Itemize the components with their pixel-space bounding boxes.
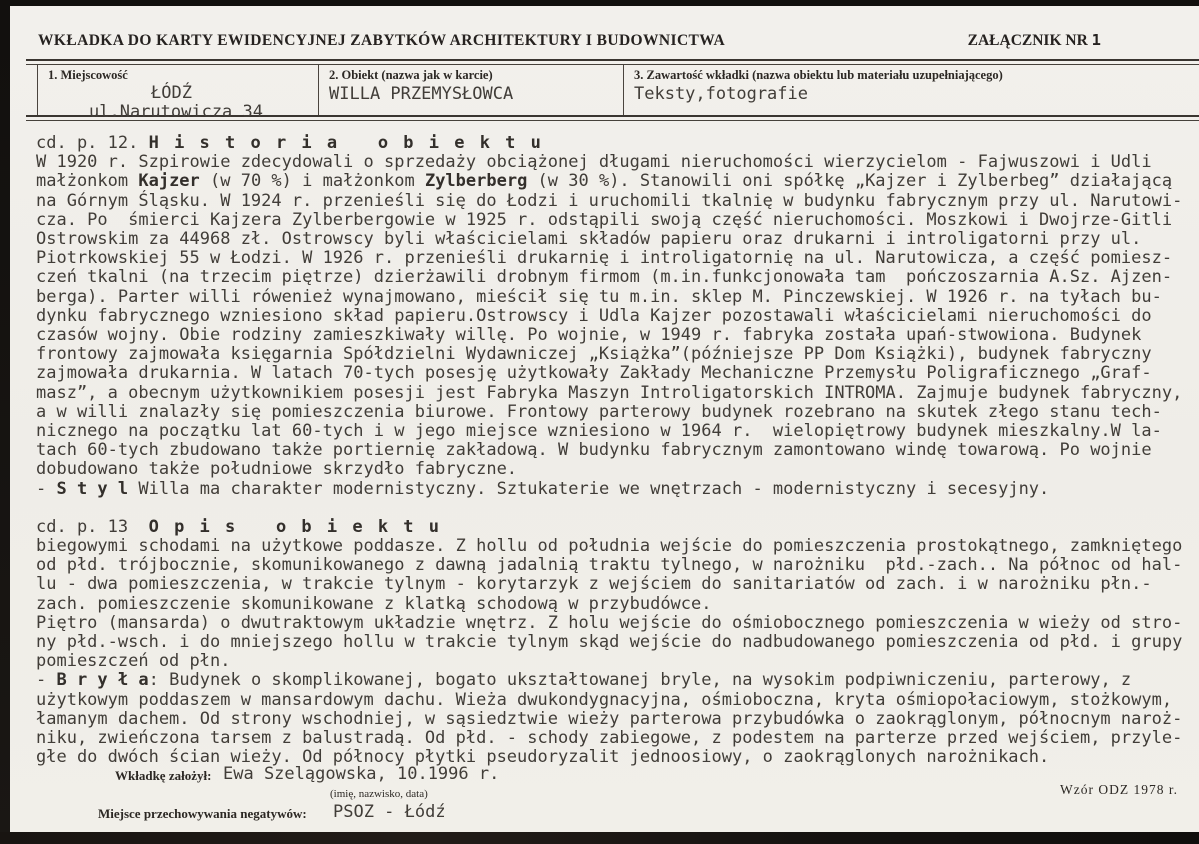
text-segment: tach 60-tych zbudowano także portiernię zakładową. W budynku fabrycznym zamontowano windę towarową. Po wojnie (36, 440, 1152, 461)
text-segment: czeń tkalni (na trzecim piętrze) dzierżawili drobnym firmom (m.in.funkcjonowała tam pończoszarnia A.Sz. Ajzen- (36, 267, 1173, 288)
text-segment: dobudowano także południowe skrzydło fabryczne. (36, 459, 518, 480)
cell-zawartosc (623, 65, 1199, 115)
scan-bottom-edge (0, 832, 1199, 844)
founder-hint: (imię, nazwisko, data) (330, 788, 428, 800)
text-line (36, 288, 1195, 307)
text-line (36, 710, 1195, 729)
cell-obiekt-label: 2. Obiekt (nazwa jak w karcie) (329, 68, 493, 82)
text-segment: W 1920 r. Szpirowie zdecydowali o sprzedaży obciążonej długami nieruchomości wierzycielom - Fajwuszowi i Udli (36, 152, 1152, 173)
text-segment: cza. Po śmierci Kajzera Zylberbergowie w 1925 r. odstąpili swoją część nieruchomości. Moszkowi i Dwojrze-Gitli (36, 209, 1173, 230)
text-line (36, 364, 1195, 383)
text-line (36, 691, 1195, 710)
text-line (36, 671, 1195, 690)
document-header (38, 31, 1101, 50)
text-line (36, 556, 1195, 575)
negatives-value: PSOZ - Łódź (333, 802, 446, 822)
text-segment: nicznego na początku lat 60-tych i w jego miejsce wzniesiono w 1964 r. wielopiętrowy budynek mieszkalny.W la- (36, 421, 1162, 442)
attachment-number: 1 (1091, 31, 1101, 49)
text-segment: Ostrowskim za 44968 zł. Ostrowscy byli właścicielami składów papieru oraz drukarni i introligatorni przy ul. (36, 229, 1142, 250)
text-line (36, 537, 1195, 556)
founder-label: Wkładkę założył: (115, 768, 212, 783)
section-opis (36, 518, 1195, 768)
text-segment: zach. pomieszczenie skomunikowane z klatką schodową w przybudówce. (36, 593, 712, 614)
text-segment: głe do dwóch ścian wieży. Od północy płytki pseudoryzalit jednoosiowy, o zaokrąglonych narożnikach. (36, 747, 1050, 768)
form-pattern-note: Wzór ODZ 1978 r. (1060, 782, 1178, 797)
text-segment: ny płd.-wsch. i do mniejszego hollu w trakcie tylnym skąd wejście do nadbudowanego pomieszczenia od płd. i grupy (36, 632, 1183, 653)
text-line (36, 307, 1195, 326)
section-heading (36, 134, 1195, 153)
text-segment: pomieszczeń od płn. (36, 651, 231, 672)
text-segment: Willa ma charakter modernistyczny. Sztukaterie we wnętrzach - modernistyczny i secesyjny. (128, 478, 1050, 499)
street-value: ul.Narutowicza 34 (89, 102, 263, 122)
cell-zawartosc-label: 3. Zawartość wkładki (nazwa obiektu lub materiału uzupełniającego) (634, 68, 1003, 82)
text-line (36, 268, 1195, 287)
city-value: ŁÓDŹ (151, 83, 192, 103)
cell-miejscowosc (37, 65, 318, 122)
text-segment: a w willi znalazły się pomieszczenia biurowe. Frontowy parterowy budynek rozebrano na skutek złego stanu tech- (36, 401, 1162, 422)
text-line (36, 614, 1195, 633)
cell-obiekt (318, 65, 623, 115)
text-line (36, 192, 1195, 211)
text-line (36, 230, 1195, 249)
contents-value: Teksty,fotografie (634, 84, 808, 104)
text-segment: - (36, 478, 57, 499)
text-segment: - (36, 670, 57, 691)
text-line (36, 403, 1195, 422)
negatives-label: Miejsce przechowywania negatywów: (98, 806, 307, 821)
text-line (36, 384, 1195, 403)
document-title: WKŁADKA DO KARTY EWIDENCYJNEJ ZABYTKÓW ARCHITEKTURY I BUDOWNICTWA (38, 32, 726, 49)
text-line (36, 460, 1195, 479)
text-segment: małżonkom (36, 171, 139, 192)
text-line (36, 480, 1195, 499)
text-segment: na Górnym Śląsku. W 1924 r. przenieśli się do Łodzi i uruchomili tkalnię w budynku fabrycznym przy ul. Narutowi- (36, 190, 1183, 211)
emphasized-text-segment: Zylberberg (424, 171, 528, 192)
text-segment: niku, zwieńczona tarsem z balustradą. Od płd. - schody zabiegowe, z podestem na parterze przed wejściem, przyle- (36, 728, 1183, 749)
text-line (36, 345, 1195, 364)
identification-table (26, 65, 1199, 122)
text-line (36, 172, 1195, 191)
attachment-label: ZAŁĄCZNIK NR (967, 32, 1092, 49)
section-heading-prefix: cd. p. 12. (36, 133, 149, 153)
emphasized-text-segment: Kajzer (138, 171, 200, 192)
section-heading-title: O p i s o b i e k t u (148, 516, 442, 537)
text-line (36, 211, 1195, 230)
text-line (36, 249, 1195, 268)
object-name-value: WILLA PRZEMYSŁOWCA (329, 84, 514, 104)
text-line (36, 652, 1195, 671)
typewritten-body (36, 134, 1195, 768)
text-segment: frontowy zajmowała księgarnia Spółdzielni Wydawniczej „Książka”(późniejsze PP Dom Książki), budynek fabryczny (36, 344, 1152, 365)
text-segment: lu - dwa pomieszczenia, w trakcie tylnym - korytarzyk z wejściem do sanitariatów od zach. i w narożniku płn.- (36, 574, 1152, 595)
text-segment: Piętro (mansarda) o dwutraktowym układzie wnętrz. Z holu wejście do ośmiobocznego pomieszczenia w wieży od stro- (36, 612, 1183, 633)
text-segment: : Budynek o skomplikowanej, bogato ukształtowanej bryle, na wysokim podpiwniczeniu, parterowy, z (148, 670, 1132, 691)
emphasized-text-segment: B r y ł a (56, 670, 149, 691)
text-line (36, 575, 1195, 594)
text-segment: biegowymi schodami na użytkowe poddasze. Z hollu od południa wejście do pomieszczenia prostokątnego, zamkniętego (36, 536, 1183, 557)
text-line (36, 441, 1195, 460)
text-segment: Piotrkowskiej 55 w Łodzi. W 1926 r. przenieśli drukarnię i introligatornię na ul. Narutowicza, a część pomiesz- (36, 248, 1173, 269)
text-segment: masz”, a obecnym użytkownikiem posesji jest Fabryka Maszyn Introligatorskich INTROMA. Zajmuje budynek fabryczny, (36, 382, 1183, 403)
text-line (36, 633, 1195, 652)
paper-page (10, 6, 1199, 832)
section-historia (36, 134, 1195, 499)
text-line (36, 748, 1195, 767)
emphasized-text-segment: S t y l (56, 478, 129, 499)
text-line (36, 595, 1195, 614)
text-segment: czasów wojny. Obie rodziny zamieszkiwały willę. Po wojnie, w 1949 r. fabryka została upań-stwowiona. Budynek (36, 325, 1142, 346)
section-heading (36, 518, 1195, 537)
cell-miejscowosc-label: 1. Miejscowość (48, 68, 128, 82)
text-segment: (w 70 %) i małżonkom (199, 171, 425, 192)
text-segment: użytkowym poddaszem w mansardowym dachu. Wieża dwukondygnacyjna, ośmioboczna, kryta ośmiopołaciowym, stożkowym, (36, 689, 1173, 710)
text-segment: od płd. trójbocznie, skomunikowanego z dawną jadalnią traktu tylnego, w narożniku płd.-zach.. Na północ od hal- (36, 555, 1183, 576)
text-segment: berga). Parter willi rówenież wynajmowano, mieścił się tu m.in. sklep M. Pinczewskiej. W 1926 r. na tyłach bu- (36, 286, 1162, 307)
founder-value: Ewa Szelągowska, 10.1996 r. (223, 764, 500, 784)
text-segment: zajmowała drukarnia. W latach 70-tych posesję użytkowały Zakłady Mechaniczne Przemysłu Poligraficznego „Graf- (36, 363, 1152, 384)
section-heading-prefix: cd. p. 13 (36, 516, 149, 537)
text-line (36, 729, 1195, 748)
text-segment: (w 30 %). Stanowili oni spółkę „Kajzer i Zylberbeg” działającą (527, 171, 1173, 192)
text-line (36, 422, 1195, 441)
attachment-number-label (968, 31, 1101, 50)
text-segment: dynku fabrycznego wzniesiono skład papieru.Ostrowscy i Udla Kajzer pozostawali właścicielami nieruchomości do (36, 305, 1152, 326)
text-line (36, 326, 1195, 345)
section-heading-title: H i s t o r i a o b i e k t u (148, 133, 544, 153)
text-line (36, 153, 1195, 172)
text-segment: łamanym dachem. Od strony wschodniej, w sąsiedztwie wieży parterowa przybudówka o zaokrąglonym, północnym naroż- (36, 708, 1183, 729)
